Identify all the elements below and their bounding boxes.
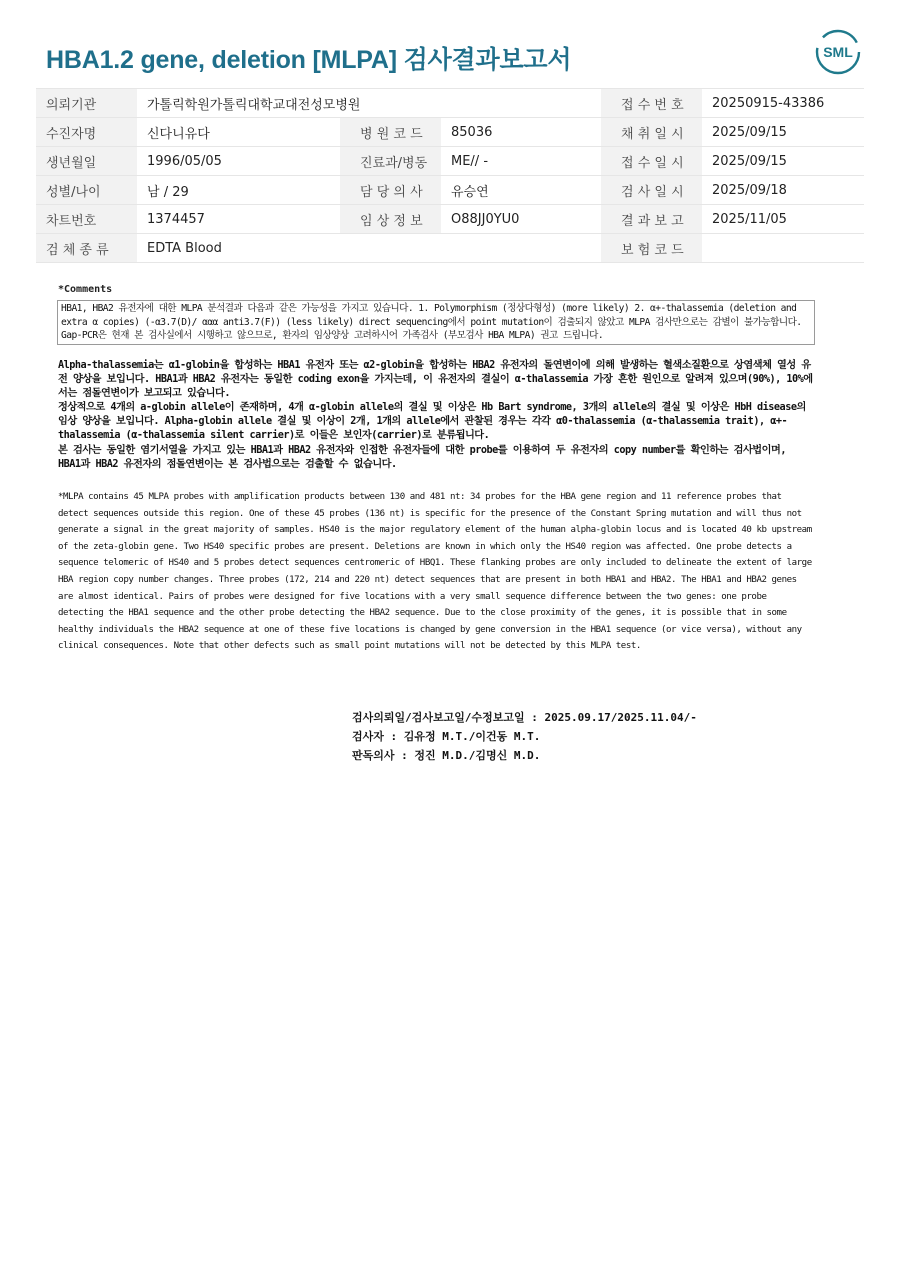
info-label: 보 험 코 드 — [601, 234, 702, 263]
info-value: EDTA Blood — [137, 234, 601, 263]
description-paragraph: 정상적으로 4개의 a-globin allele이 존재하며, 4개 α-globin allele의 결실 및 이상은 Hb Bart syndrome, 3개의 allele의 결실 및 이상은 HbH disease의 임상 양상을 보입니다. Alpha-globin allele 결실 및 이상이 2개, 1개의 allele에서 관찰된 경우는 각각 α0-thalassemia (α-thalassemia trait), α+-thalassemia (α-thalassemia silent carrier)로 이들은 보인자(carrier)로 분류됩니다. — [58, 402, 806, 442]
info-label: 생년월일 — [36, 147, 137, 176]
info-row — [36, 234, 864, 263]
info-value: 20250915-43386 — [702, 89, 864, 118]
info-value: 남 / 29 — [137, 176, 340, 205]
info-value: 1374457 — [137, 205, 340, 234]
info-row — [36, 176, 864, 205]
info-label: 결 과 보 고 — [601, 205, 702, 234]
info-label: 차트번호 — [36, 205, 137, 234]
info-value: 2025/09/18 — [702, 176, 864, 205]
mlpa-description: *MLPA contains 45 MLPA probes with amplification products between 130 and 481 nt: 34 probes for the HBA gene region and 11 reference probes that detect sequences outside this region. One of these 45 probes (136 nt) is specific for the presence of the Constant Spring mutation and will thus not generate a signal in the great majority of samples. HS40 is the major regulatory element of the human alpha-globin locus and is located 40 kb upstream of the zeta-globin gene. Two HS40 specific probes are present. Deletions are known in which only the HS40 region was affected. One probe detects a sequence telomeric of HS40 and 5 probes detect sequences centromeric of HBQ1. These flanking probes are only included to delineate the extent of large HBA region copy number changes. Three probes (172, 214 and 220 nt) detect sequences that are present in both HBA1 and HBA2. The HBA1 and HBA2 genes are almost identical. Pairs of probes were designed for five locations with a very small sequence difference between the two genes: one probe detecting the HBA1 sequence and the other probe detecting the HBA2 sequence. Due to the close proximity of the genes, it is possible that in some healthy individuals the HBA2 sequence at one of these five locations is changed by gene conversion in the HBA1 sequence (or vice versa), without any clinical consequences. Note that other defects such as small point mutations will not be detected by this MLPA test. — [58, 492, 812, 652]
info-label: 접 수 일 시 — [601, 147, 702, 176]
info-label: 진료과/병동 — [340, 147, 441, 176]
info-value: O88JJ0YU0 — [441, 205, 601, 234]
info-value: ME// - — [441, 147, 601, 176]
info-row — [36, 147, 864, 176]
info-row — [36, 118, 864, 147]
info-label: 접 수 번 호 — [601, 89, 702, 118]
comments-heading: *Comments — [58, 284, 113, 295]
patient-info-table — [36, 88, 864, 263]
info-label: 검 사 일 시 — [601, 176, 702, 205]
info-label: 채 취 일 시 — [601, 118, 702, 147]
info-row — [36, 205, 864, 234]
sml-logo-icon — [814, 28, 862, 76]
info-label: 담 당 의 사 — [340, 176, 441, 205]
info-value: 2025/09/15 — [702, 118, 864, 147]
thalassemia-description — [58, 359, 814, 472]
logo-text: SML — [823, 44, 853, 60]
tester-names: 검사자 : 김유정 M.T./이건동 M.T. — [352, 730, 541, 743]
info-label: 수진자명 — [36, 118, 137, 147]
description-paragraph: 본 검사는 동일한 염기서열을 가지고 있는 HBA1과 HBA2 유전자와 인접한 유전자들에 대한 probe를 이용하여 두 유전자의 copy number를 확인하는 검사법이며, HBA1과 HBA2 유전자의 점돌연변이는 본 검사법으로는 검출할 수 없습니다. — [58, 444, 786, 470]
signature-block — [352, 708, 697, 765]
report-dates: 검사의뢰일/검사보고일/수정보고일 : 2025.09.17/2025.11.04/- — [352, 711, 697, 724]
info-row — [36, 89, 864, 118]
info-value: 2025/09/15 — [702, 147, 864, 176]
info-label: 임 상 정 보 — [340, 205, 441, 234]
comment-box: HBA1, HBA2 유전자에 대한 MLPA 분석결과 다음과 같은 가능성을 가지고 있습니다. 1. Polymorphism (정상다형성) (more likely) 2. α+-thalassemia (deletion and extra α copies) (-α3.7(D)/ ααα anti3.7(F)) (less likely) direct sequencing에서 point mutation이 검출되지 않았고 MLPA 검사만으로는 감별이 불가능합니다. Gap-PCR은 현재 본 검사실에서 시행하고 않으므로, 환자의 임상양상 고려하시어 가족검사 (부모검사 HBA MLPA) 권고 드립니다. — [57, 300, 815, 345]
info-value: 1996/05/05 — [137, 147, 340, 176]
description-paragraph: Alpha-thalassemia는 α1-globin을 합성하는 HBA1 유전자 또는 α2-globin을 합성하는 HBA2 유전자의 돌연변이에 의해 발생하는 혈색소질환으로 상염색체 열성 유전 양상을 보입니다. HBA1과 HBA2 유전자는 동일한 coding exon을 가지는데, 이 유전자의 결실이 α-thalassemia 가장 흔한 원인으로 알려져 있으며(90%), 10%에서는 점돌연변이가 보고되고 있습니다. — [58, 360, 813, 400]
report-title: HBA1.2 gene, deletion [MLPA] 검사결과보고서 — [46, 46, 572, 74]
info-value: 유승연 — [441, 176, 601, 205]
reader-names: 판독의사 : 정진 M.D./김명신 M.D. — [352, 749, 541, 762]
info-value: 가톨릭학원가톨릭대학교대전성모병원 — [137, 89, 601, 118]
info-label: 병 원 코 드 — [340, 118, 441, 147]
info-value: 85036 — [441, 118, 601, 147]
info-label: 검 체 종 류 — [36, 234, 137, 263]
info-value: 2025/11/05 — [702, 205, 864, 234]
info-value: 신다니유다 — [137, 118, 340, 147]
info-label: 의뢰기관 — [36, 89, 137, 118]
info-label: 성별/나이 — [36, 176, 137, 205]
info-value — [702, 234, 864, 263]
